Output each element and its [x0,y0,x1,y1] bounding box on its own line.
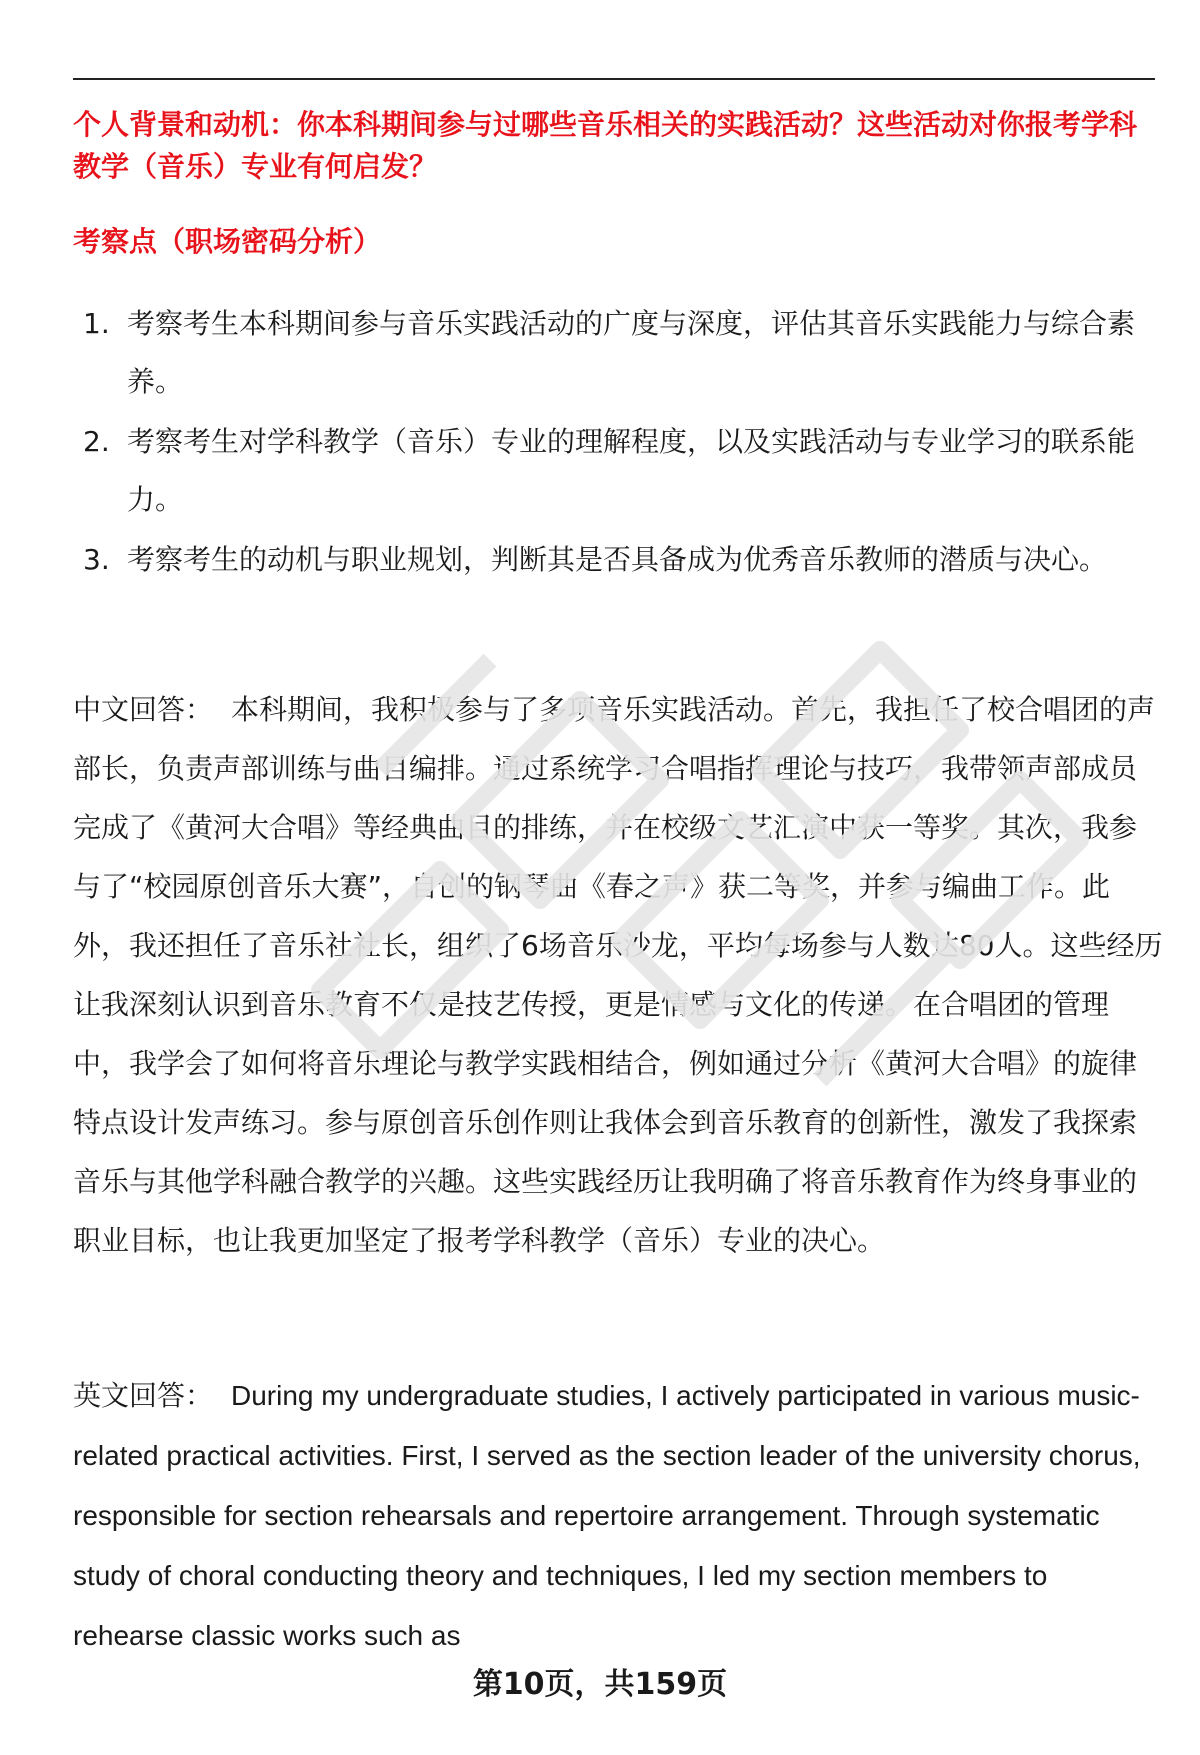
english-answer-text: During my undergraduate studies, I actively participated in various music-related practical activities. First, I served as the section leader of the university chorus, responsible for section rehearsals and repertoire arrangement. Through systematic study of choral conducting theory and techniques, I led my section members to rehearse classic works such as [73,1380,1141,1651]
list-item [73,413,1163,529]
list-item [73,295,1163,411]
chinese-answer-text: 本科期间，我积极参与了多项音乐实践活动。首先，我担任了校合唱团的声部长，负责声部训练与曲目编排。通过系统学习合唱指挥理论与技巧，我带领声部成员完成了《黄河大合唱》等经典曲目的排练，并在校级文艺汇演中获一等奖。其次，我参与了“校园原创音乐大赛”，自创的钢琴曲《春之声》获二等奖，并参与编曲工作。此外，我还担任了音乐社社长，组织了6场音乐沙龙，平均每场参与人数达80人。这些经历让我深刻认识到音乐教育不仅是技艺传授，更是情感与文化的传递。在合唱团的管理中，我学会了如何将音乐理论与教学实践相结合，例如通过分析《黄河大合唱》的旋律特点设计发声练习。参与原创音乐创作则让我体会到音乐教育的创新性，激发了我探索音乐与其他学科融合教学的兴趣。这些实践经历让我明确了将音乐教育作为终身事业的职业目标，也让我更加坚定了报考学科教学（音乐）专业的决心。 [73,693,1163,1257]
list-item-number: 3. [83,543,110,576]
english-answer-label: 英文回答： [73,1380,214,1411]
english-answer [73,1366,1163,1666]
list-item-number: 1. [83,307,110,340]
chinese-answer [73,680,1163,1270]
list-item-number: 2. [83,425,110,458]
focus-heading: 考察点（职场密码分析） [73,225,382,258]
header-divider [73,78,1155,80]
list-item-text: 考察考生本科期间参与音乐实践活动的广度与深度，评估其音乐实践能力与综合素养。 [127,307,1136,398]
list-item-text: 考察考生对学科教学（音乐）专业的理解程度，以及实践活动与专业学习的联系能力。 [127,425,1136,516]
question-heading: 个人背景和动机：你本科期间参与过哪些音乐相关的实践活动？这些活动对你报考学科教学（音乐）专业有何启发？ [73,108,1138,183]
page-number: 第10页，共159页 [472,1667,728,1702]
list-item [73,531,1163,589]
chinese-answer-label: 中文回答： [73,693,214,726]
list-item-text: 考察考生的动机与职业规划，判断其是否具备成为优秀音乐教师的潜质与决心。 [127,543,1108,576]
focus-list [73,295,1163,591]
